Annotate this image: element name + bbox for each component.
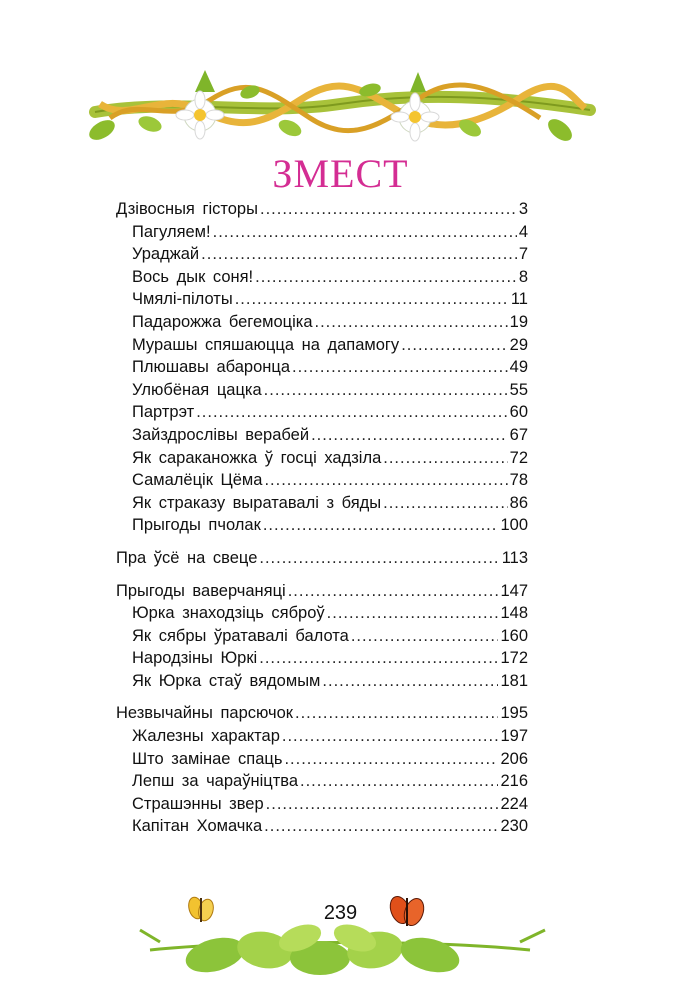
table-of-contents: [116, 198, 528, 848]
toc-page-number: 113: [501, 548, 528, 567]
toc-entry[interactable]: [116, 447, 528, 470]
toc-entry[interactable]: [116, 379, 528, 402]
toc-page-number: 60: [509, 403, 528, 422]
toc-entry[interactable]: [116, 243, 528, 266]
toc-entry[interactable]: [116, 748, 528, 771]
toc-page-number: 206: [500, 749, 528, 768]
toc-entry-title: Страшэнны звер: [132, 794, 264, 813]
toc-section-heading[interactable]: [116, 702, 528, 725]
page-title: ЗМЕСТ: [272, 151, 409, 196]
toc-entry-title: Прыгоды пчолак: [132, 516, 261, 535]
toc-page-number: 29: [509, 335, 528, 354]
toc-entry[interactable]: [116, 492, 528, 515]
toc-entry-title: Самалёцік Цёма: [132, 471, 263, 490]
toc-entry-title: Юрка знаходзіць сяброў: [132, 604, 325, 623]
toc-page-number: 67: [509, 425, 528, 444]
toc-entry-title: Улюбёная цацка: [132, 380, 262, 399]
toc-entry-title: Ураджай: [132, 245, 200, 264]
toc-entry[interactable]: [116, 793, 528, 816]
toc-page-number: 4: [518, 222, 528, 241]
dot-leader: [255, 266, 517, 289]
toc-page-number: 216: [500, 772, 528, 791]
toc-page-number: 147: [500, 581, 528, 600]
toc-entry-title: Як сараканожка ў госці хадзіла: [132, 448, 382, 467]
dot-leader: [284, 748, 498, 771]
dot-leader: [196, 401, 507, 424]
toc-section-heading[interactable]: [116, 547, 528, 570]
toc-entry[interactable]: [116, 401, 528, 424]
toc-page-number: 197: [500, 727, 528, 746]
dot-leader: [235, 288, 509, 311]
toc-page-number: 78: [509, 471, 528, 490]
toc-entry[interactable]: [116, 356, 528, 379]
toc-page-number: 86: [509, 493, 528, 512]
toc-section: [116, 198, 528, 537]
dot-leader: [315, 311, 508, 334]
toc-section-heading[interactable]: [116, 198, 528, 221]
toc-page-number: 7: [518, 245, 528, 264]
toc-page-number: 55: [509, 380, 528, 399]
dot-leader: [264, 379, 508, 402]
toc-entry-title: Падарожжа бегемоціка: [132, 312, 313, 331]
toc-page-number: 172: [500, 649, 528, 668]
toc-entry[interactable]: [116, 266, 528, 289]
toc-entry-title: Лепш за чараўніцтва: [132, 772, 299, 791]
toc-page-number: 160: [500, 626, 528, 645]
dot-leader: [263, 514, 499, 537]
dot-leader: [264, 469, 507, 492]
toc-entry[interactable]: [116, 725, 528, 748]
toc-page-number: 195: [500, 704, 528, 723]
toc-section-heading[interactable]: [116, 580, 528, 603]
toc-entry-title: Прыгоды ваверчаняці: [116, 581, 286, 600]
toc-page-number: 230: [500, 817, 528, 836]
toc-section: [116, 702, 528, 838]
dot-leader: [322, 670, 498, 693]
dot-leader: [259, 547, 499, 570]
dot-leader: [264, 815, 498, 838]
toc-entry[interactable]: [116, 815, 528, 838]
dot-leader: [295, 702, 498, 725]
toc-entry-title: Вось дык соня!: [132, 267, 254, 286]
dot-leader: [383, 492, 508, 515]
toc-section: [116, 547, 528, 570]
dot-leader: [213, 221, 517, 244]
toc-entry-title: Капітан Хомачка: [132, 817, 263, 836]
toc-entry[interactable]: [116, 221, 528, 244]
toc-entry-title: Пра ўсё на свеце: [116, 548, 258, 567]
toc-entry[interactable]: [116, 625, 528, 648]
toc-entry[interactable]: [116, 424, 528, 447]
toc-entry-title: Чмялі-пілоты: [132, 290, 233, 309]
toc-entry-title: Партрэт: [132, 403, 195, 422]
dot-leader: [351, 625, 499, 648]
toc-entry-title: Жалезны характар: [132, 727, 280, 746]
dot-leader: [300, 770, 498, 793]
toc-page-number: 8: [518, 267, 528, 286]
toc-page-number: 148: [500, 604, 528, 623]
toc-entry-title: Дзівосныя гісторы: [116, 200, 258, 218]
page-number: 239: [323, 902, 358, 924]
toc-section: [116, 580, 528, 693]
toc-entry[interactable]: [116, 602, 528, 625]
dot-leader: [383, 447, 507, 470]
toc-entry-title: Мурашы спяшаюцца на дапамогу: [132, 335, 400, 354]
toc-entry-title: Як сябры ўратавалі балота: [132, 626, 349, 645]
toc-page-number: 11: [510, 290, 528, 309]
toc-entry-title: Як Юрка стаў вядомым: [132, 671, 321, 690]
toc-entry[interactable]: [116, 334, 528, 357]
toc-entry-title: Што замінае спаць: [132, 749, 283, 768]
top-vine-decoration: [0, 0, 681, 160]
toc-page-number: 72: [509, 448, 528, 467]
toc-entry-title: Як страказу выратавалі з бяды: [132, 493, 382, 512]
toc-entry-title: Народзіны Юркі: [132, 649, 258, 668]
dot-leader: [259, 647, 498, 670]
dot-leader: [292, 356, 508, 379]
toc-page-number: 181: [500, 671, 528, 690]
toc-entry[interactable]: [116, 670, 528, 693]
toc-entry[interactable]: [116, 647, 528, 670]
toc-entry-title: Плюшавы абаронца: [132, 358, 291, 377]
toc-entry-title: Незвычайны парсючок: [116, 704, 294, 723]
dot-leader: [201, 243, 517, 266]
bottom-leaves-decoration: [0, 880, 681, 1001]
dot-leader: [260, 198, 517, 221]
dot-leader: [282, 725, 499, 748]
toc-entry-title: Зайздрослівы верабей: [132, 425, 310, 444]
dot-leader: [401, 334, 507, 357]
toc-entry[interactable]: [116, 288, 528, 311]
toc-entry[interactable]: [116, 770, 528, 793]
toc-page-number: 3: [518, 200, 528, 218]
dot-leader: [266, 793, 499, 816]
toc-page-number: 19: [509, 312, 528, 331]
dot-leader: [288, 580, 499, 603]
dot-leader: [311, 424, 508, 447]
toc-page-number: 224: [500, 794, 528, 813]
toc-page-number: 100: [500, 516, 528, 535]
toc-entry[interactable]: [116, 514, 528, 537]
toc-entry-title: Пагуляем!: [132, 222, 211, 241]
toc-page-number: 49: [509, 358, 528, 377]
toc-entry[interactable]: [116, 311, 528, 334]
toc-entry[interactable]: [116, 469, 528, 492]
dot-leader: [327, 602, 499, 625]
